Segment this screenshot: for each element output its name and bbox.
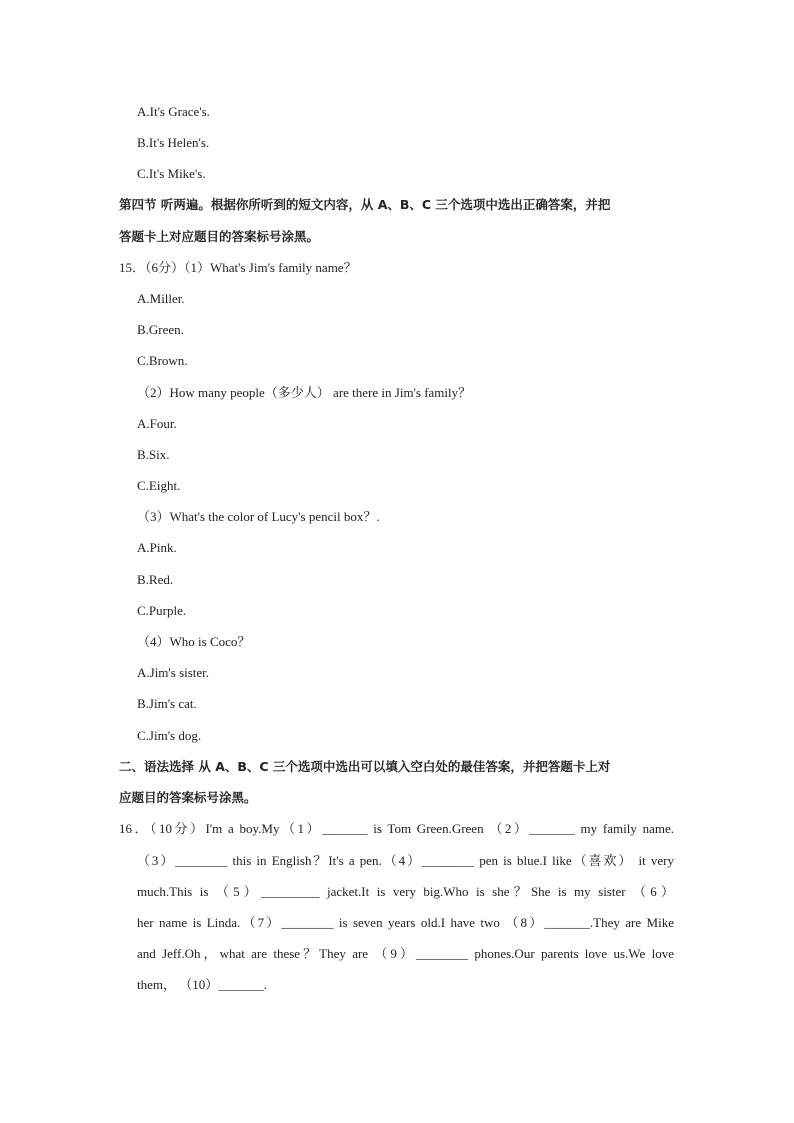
q15-sub2-option-a: A.Four. [137,416,177,431]
section2-heading-line2: 应题目的答案标号涂黑。 [119,790,257,805]
q16-passage-line2: （3）________ this in English？It's a pen.（4）________ pen is blue.I like（喜欢） it very [137,853,674,868]
q16-passage-line4: her name is Linda.（7）________ is seven years old.I have two （8）_______.They are Mike [137,915,674,930]
q14-option-a: A.It's Grace's. [137,104,210,119]
section4-heading-line2: 答题卡上对应题目的答案标号涂黑。 [119,229,320,244]
q14-option-c: C.It's Mike's. [137,166,206,181]
q15-sub3-option-b: B.Red. [137,572,174,587]
q15-sub3-option-a: A.Pink. [137,540,177,555]
section2-heading-line1: 二、语法选择 从 A、B、C 三个选项中选出可以填入空白处的最佳答案，并把答题卡上对 [119,759,611,774]
q15-sub3-question: （3）What's the color of Lucy's pencil box？. [137,509,380,524]
q15-stem: 15．（6分）（1）What's Jim's family name？ [119,260,357,275]
q15-sub4-question: （4）Who is Coco？ [137,634,251,649]
q16-passage-line3: much.This is （5）_________ jacket.It is very big.Who is she？She is my sister （6） [137,884,674,899]
q15-sub1-option-a: A.Miller. [137,291,185,306]
q15-sub2-option-c: C.Eight. [137,478,181,493]
q15-sub4-option-b: B.Jim's cat. [137,696,197,711]
q15-sub4-option-c: C.Jim's dog. [137,728,202,743]
q15-sub1-option-b: B.Green. [137,322,184,337]
q16-passage-line1: 16．（10分）I'm a boy.My（1）_______ is Tom Green.Green （2）_______ my family name. [119,821,674,836]
q15-sub3-option-c: C.Purple. [137,603,187,618]
q16-passage-line6: them， （10）_______. [137,977,267,992]
q16-passage-line5: and Jeff.Oh，what are these？They are （9）________ phones.Our parents love us.We love [137,946,674,961]
q15-sub1-option-c: C.Brown. [137,353,188,368]
q15-sub2-question: （2）How many people（多少人） are there in Jim's family？ [137,385,472,400]
q14-option-b: B.It's Helen's. [137,135,210,150]
q15-sub4-option-a: A.Jim's sister. [137,665,210,680]
q15-sub2-option-b: B.Six. [137,447,170,462]
section4-heading-line1: 第四节 听两遍。根据你所听到的短文内容，从 A、B、C 三个选项中选出正确答案，并把 [119,197,611,212]
